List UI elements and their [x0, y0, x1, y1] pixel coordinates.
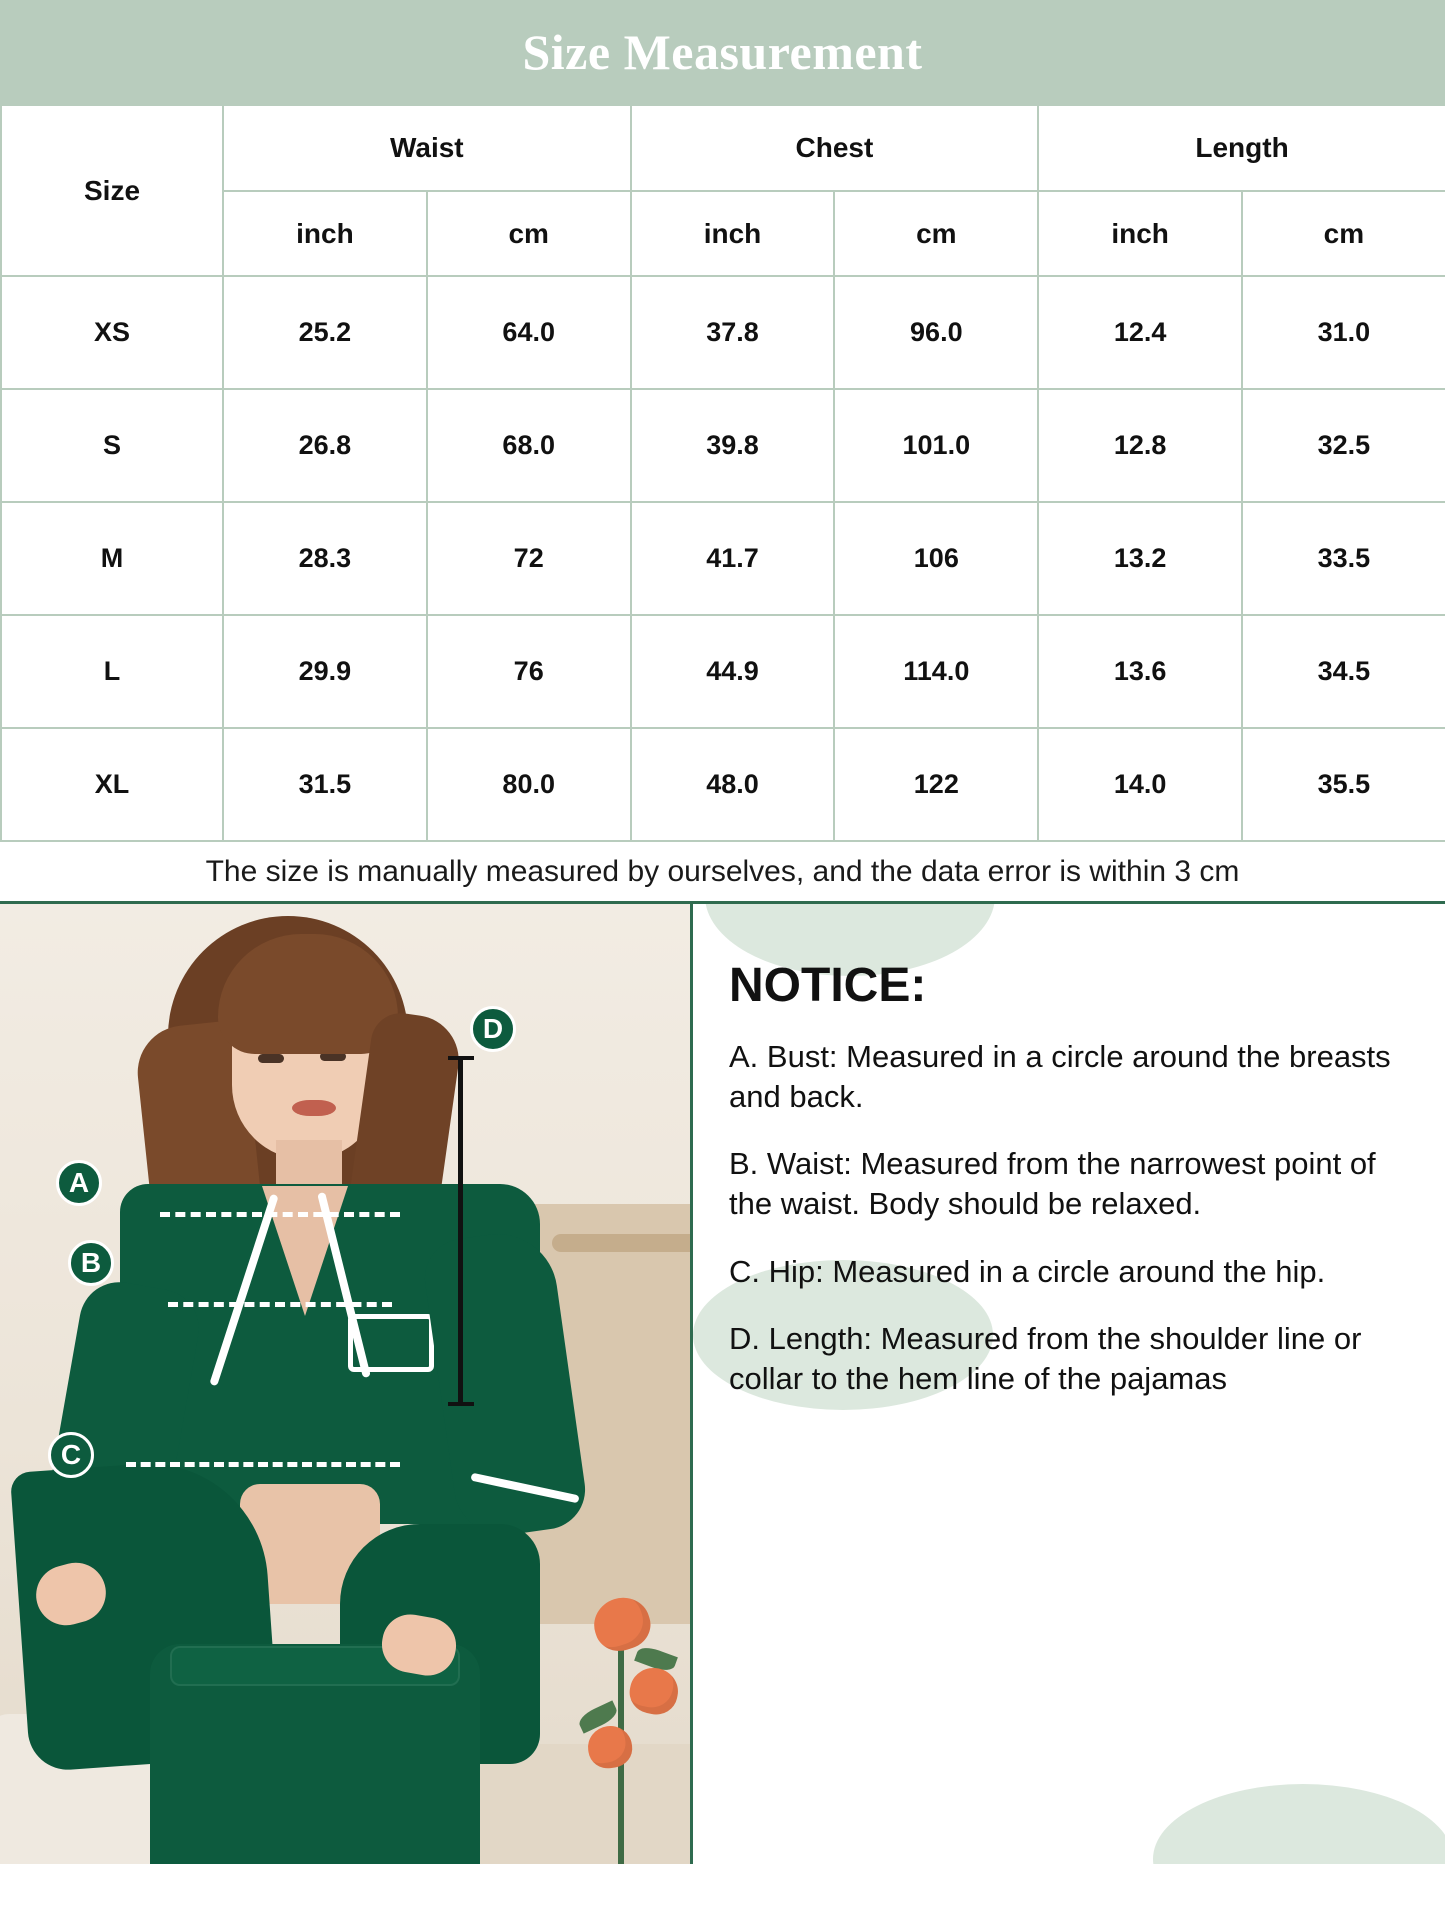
notice-item-length: D. Length: Measured from the shoulder line or collar to the hem line of the pajamas	[729, 1321, 1362, 1397]
marker-c: C	[48, 1432, 94, 1478]
length-vertical-line	[458, 1056, 463, 1406]
cell-waist-inch: 26.8	[223, 389, 427, 502]
marker-d: D	[470, 1006, 516, 1052]
cell-length-cm: 32.5	[1242, 389, 1445, 502]
header-unit-chest-cm: cm	[834, 191, 1038, 276]
table-row	[1, 502, 1445, 615]
cell-waist-inch: 25.2	[223, 276, 427, 389]
model-figure	[0, 904, 693, 1864]
length-line-cap-bottom	[448, 1402, 474, 1406]
bottom-section	[0, 904, 1445, 1864]
hip-dash-line	[126, 1462, 400, 1467]
header-group-waist: Waist	[223, 105, 631, 191]
table-row	[1, 389, 1445, 502]
waist-dash-line	[168, 1302, 392, 1307]
cell-size: XL	[1, 728, 223, 841]
marker-b: B	[68, 1240, 114, 1286]
header-group-chest: Chest	[631, 105, 1039, 191]
cell-waist-cm: 72	[427, 502, 631, 615]
cell-chest-inch: 39.8	[631, 389, 835, 502]
header-unit-length-inch: inch	[1038, 191, 1242, 276]
cell-chest-cm: 96.0	[834, 276, 1038, 389]
notice-panel	[693, 904, 1445, 1864]
cell-chest-inch: 44.9	[631, 615, 835, 728]
cell-size: L	[1, 615, 223, 728]
measurement-footnote: The size is manually measured by ourselves, and the data error is within 3 cm	[0, 842, 1445, 904]
cell-chest-cm: 101.0	[834, 389, 1038, 502]
page-title: Size Measurement	[522, 24, 923, 80]
decorative-blob	[1153, 1784, 1445, 1864]
size-measurement-table	[0, 104, 1445, 842]
cell-length-cm: 31.0	[1242, 276, 1445, 389]
cell-waist-cm: 64.0	[427, 276, 631, 389]
cell-chest-cm: 122	[834, 728, 1038, 841]
title-bar	[0, 0, 1445, 104]
table-header-groups	[1, 105, 1445, 191]
notice-item-hip: C. Hip: Measured in a circle around the hip.	[729, 1253, 1326, 1289]
table-row	[1, 276, 1445, 389]
cell-length-inch: 13.6	[1038, 615, 1242, 728]
table-row	[1, 615, 1445, 728]
length-line-cap-top	[448, 1056, 474, 1060]
cell-chest-inch: 41.7	[631, 502, 835, 615]
cell-waist-inch: 31.5	[223, 728, 427, 841]
table-row	[1, 728, 1445, 841]
cell-length-inch: 13.2	[1038, 502, 1242, 615]
header-size: Size	[1, 105, 223, 276]
cell-waist-cm: 68.0	[427, 389, 631, 502]
header-unit-waist-cm: cm	[427, 191, 631, 276]
model-photo	[0, 904, 693, 1864]
cell-size: M	[1, 502, 223, 615]
cell-waist-inch: 28.3	[223, 502, 427, 615]
cell-length-cm: 34.5	[1242, 615, 1445, 728]
cell-length-inch: 12.4	[1038, 276, 1242, 389]
header-group-length: Length	[1038, 105, 1445, 191]
cell-waist-inch: 29.9	[223, 615, 427, 728]
marker-a: A	[56, 1160, 102, 1206]
notice-item-bust: A. Bust: Measured in a circle around the breasts and back.	[729, 1039, 1391, 1114]
header-unit-chest-inch: inch	[631, 191, 835, 276]
header-unit-waist-inch: inch	[223, 191, 427, 276]
cell-length-cm: 33.5	[1242, 502, 1445, 615]
header-unit-length-cm: cm	[1242, 191, 1445, 276]
cell-chest-cm: 114.0	[834, 615, 1038, 728]
cell-chest-cm: 106	[834, 502, 1038, 615]
cell-size: S	[1, 389, 223, 502]
cell-size: XS	[1, 276, 223, 389]
cell-chest-inch: 37.8	[631, 276, 835, 389]
cell-length-cm: 35.5	[1242, 728, 1445, 841]
cell-waist-cm: 80.0	[427, 728, 631, 841]
cell-waist-cm: 76	[427, 615, 631, 728]
bust-dash-line	[160, 1212, 400, 1217]
cell-chest-inch: 48.0	[631, 728, 835, 841]
notice-title: NOTICE:	[729, 959, 927, 1012]
lips	[292, 1100, 336, 1116]
cell-length-inch: 14.0	[1038, 728, 1242, 841]
chest-pocket	[348, 1314, 434, 1372]
eye-left	[258, 1054, 284, 1063]
cell-length-inch: 12.8	[1038, 389, 1242, 502]
notice-item-waist: B. Waist: Measured from the narrowest point of the waist. Body should be relaxed.	[729, 1146, 1376, 1222]
